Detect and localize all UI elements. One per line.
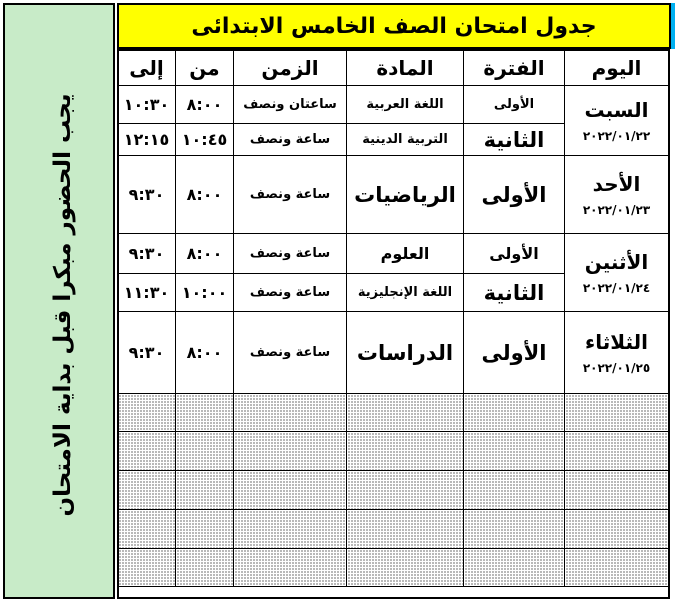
exam-to: ١٠:٣٠ [118,86,176,124]
header-row [118,50,669,86]
empty-cell [176,471,234,510]
header-day: اليوم [565,50,669,86]
exam-from: ١٠:٠٠ [176,274,234,312]
empty-cell [234,432,347,471]
exam-subject: الدراسات [347,312,464,394]
empty-cell [176,549,234,587]
page-title: جدول امتحان الصف الخامس الابتدائى [117,3,671,49]
empty-cell [347,510,464,549]
header-duration: الزمن [234,50,347,86]
empty-cell [234,394,347,432]
exam-from: ١٠:٤٥ [176,124,234,156]
table-row [118,86,669,124]
header-from: من [176,50,234,86]
exam-period: الأولى [464,312,565,394]
day-name: السبت [584,97,649,122]
empty-cell [234,471,347,510]
exam-duration: ساعة ونصف [234,312,347,394]
empty-cell [565,510,669,549]
exam-period: الثانية [464,124,565,156]
exam-subject: اللغة الإنجليزية [347,274,464,312]
exam-from: ٨:٠٠ [176,156,234,234]
empty-cell [118,549,176,587]
header-subject: المادة [347,50,464,86]
empty-cell [347,471,464,510]
empty-cell [347,394,464,432]
exam-period: الأولى [464,156,565,234]
cyan-strip [671,3,675,49]
empty-cell [118,394,176,432]
table-row [118,156,669,234]
empty-cell [464,432,565,471]
day-name: الأحد [592,171,641,196]
exam-to: ٩:٣٠ [118,156,176,234]
empty-cell [176,394,234,432]
header-to: إلى [118,50,176,86]
exam-duration: ساعة ونصف [234,234,347,274]
empty-cell [234,549,347,587]
exam-to: ١١:٣٠ [118,274,176,312]
day-name: الأثنين [584,249,649,274]
empty-cell [118,471,176,510]
empty-row [118,549,669,587]
exam-period: الأولى [464,234,565,274]
day-date: ٢٠٢٢/٠١/٢٥ [582,360,651,375]
exam-subject: العلوم [347,234,464,274]
empty-cell [565,394,669,432]
empty-cell [464,394,565,432]
exam-duration: ساعة ونصف [234,274,347,312]
exam-subject: التربية الدينية [347,124,464,156]
exam-to: ٩:٣٠ [118,312,176,394]
day-name: الثلاثاء [585,329,648,354]
empty-cell [234,510,347,549]
day-cell [565,86,669,156]
exam-duration: ساعة ونصف [234,124,347,156]
exam-subject: اللغة العربية [347,86,464,124]
empty-cell [176,432,234,471]
exam-duration: ساعتان ونصف [234,86,347,124]
exam-from: ٨:٠٠ [176,234,234,274]
day-date: ٢٠٢٢/٠١/٢٣ [582,202,651,217]
empty-cell [347,432,464,471]
header-period: الفترة [464,50,565,86]
day-cell [565,156,669,234]
empty-cell [565,471,669,510]
empty-row [118,471,669,510]
empty-cell [565,549,669,587]
exam-from: ٨:٠٠ [176,312,234,394]
exam-to: ١٢:١٥ [118,124,176,156]
table-row [118,234,669,274]
empty-cell [565,432,669,471]
empty-row [118,432,669,471]
exam-duration: ساعة ونصف [234,156,347,234]
exam-from: ٨:٠٠ [176,86,234,124]
empty-cell [176,510,234,549]
schedule-table [117,49,669,587]
empty-cell [118,432,176,471]
day-cell [565,234,669,312]
empty-row [118,510,669,549]
day-date: ٢٠٢٢/٠١/٢٢ [582,128,651,143]
empty-cell [347,549,464,587]
empty-cell [464,510,565,549]
exam-to: ٩:٣٠ [118,234,176,274]
side-note-text: يجب الحضور مبكرا قبل بداية الامتحان [50,93,76,517]
side-note-panel [3,3,115,599]
table-row [118,312,669,394]
empty-row [118,394,669,432]
empty-cell [118,510,176,549]
exam-period: الثانية [464,274,565,312]
exam-subject: الرياضيات [347,156,464,234]
day-date: ٢٠٢٢/٠١/٢٤ [582,280,651,295]
exam-period: الأولى [464,86,565,124]
empty-cell [464,549,565,587]
day-cell [565,312,669,394]
empty-cell [464,471,565,510]
